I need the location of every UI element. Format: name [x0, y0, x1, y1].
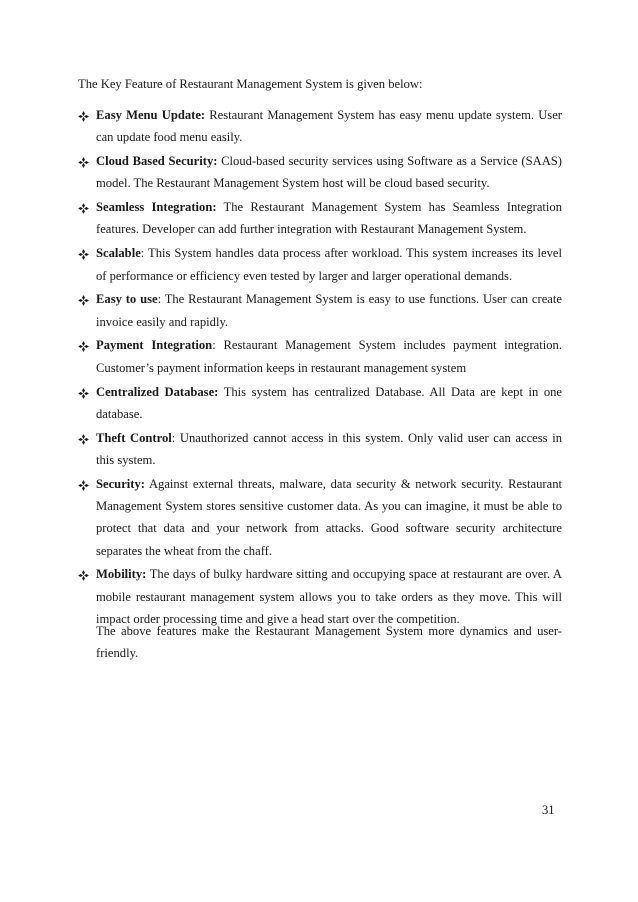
feature-text: The Restaurant Management System has Seamless Integration features. Developer can add further integration with Restaurant Management System.	[96, 200, 562, 237]
feature-title: Scalable	[96, 246, 141, 261]
list-item	[78, 334, 562, 379]
feature-title: Easy Menu Update:	[96, 108, 206, 122]
diamond-bullet-icon	[78, 570, 89, 581]
diamond-bullet-icon	[78, 480, 89, 491]
feature-text: The days of bulky hardware sitting and occupying space at restaurant are over. A mobile restaurant management system allows you to take orders as they move. This will impact order processing time and give a head start over the competition.	[96, 567, 562, 627]
feature-text: : The Restaurant Management System is easy to use functions. User can create invoice easily and rapidly.	[96, 292, 562, 329]
list-item	[78, 381, 562, 426]
list-item	[78, 150, 562, 195]
page-number: 31	[542, 803, 555, 817]
list-item	[78, 242, 562, 287]
intro-paragraph: The Key Feature of Restaurant Management System is given below:	[78, 77, 423, 91]
closing-paragraph: The above features make the Restaurant Management System more dynamics and user-friendly.	[96, 624, 562, 661]
list-item	[78, 104, 562, 149]
list-item	[78, 196, 562, 241]
feature-text: Cloud-based security services using Software as a Service (SAAS) model. The Restaurant Management System host will be cloud based security.	[96, 154, 562, 191]
diamond-bullet-icon	[78, 434, 89, 445]
feature-title: Theft Control	[96, 430, 172, 445]
list-item	[78, 288, 562, 333]
feature-text: This system has centralized Database. All Data are kept in one database.	[96, 384, 563, 421]
feature-text: : Restaurant Management System includes payment integration. Customer’s payment information keeps in restaurant management system	[96, 338, 562, 375]
diamond-bullet-icon	[78, 111, 89, 122]
feature-title: Cloud Based Security:	[96, 154, 218, 169]
list-item	[78, 427, 562, 472]
feature-title: Payment Integration	[96, 338, 213, 353]
feature-title: Easy to use	[96, 292, 158, 307]
diamond-bullet-icon	[78, 341, 89, 352]
diamond-bullet-icon	[78, 388, 89, 399]
feature-title: Centralized Database:	[96, 384, 219, 399]
diamond-bullet-icon	[78, 157, 89, 168]
feature-title: Mobility:	[96, 567, 147, 582]
feature-text: Restaurant Management System has easy menu update system. User can update food menu easily.	[96, 108, 562, 145]
feature-text: : This System handles data process after workload. This system increases its level of performance or efficiency even tested by larger and larger operational demands.	[96, 246, 562, 283]
feature-title: Seamless Integration:	[96, 200, 217, 215]
feature-text: : Unauthorized cannot access in this system. Only valid user can access in this system.	[96, 430, 562, 467]
list-item	[78, 473, 562, 562]
diamond-bullet-icon	[78, 249, 89, 260]
feature-text: Against external threats, malware, data security & network security. Restaurant Management System stores sensitive customer data. As you can imagine, it must be able to protect that data and your network from attacks. Good software security architecture separates the wheat from the chaff.	[96, 476, 562, 558]
feature-title: Security:	[96, 476, 145, 491]
diamond-bullet-icon	[78, 295, 89, 306]
feature-list	[78, 104, 562, 632]
diamond-bullet-icon	[78, 203, 89, 214]
